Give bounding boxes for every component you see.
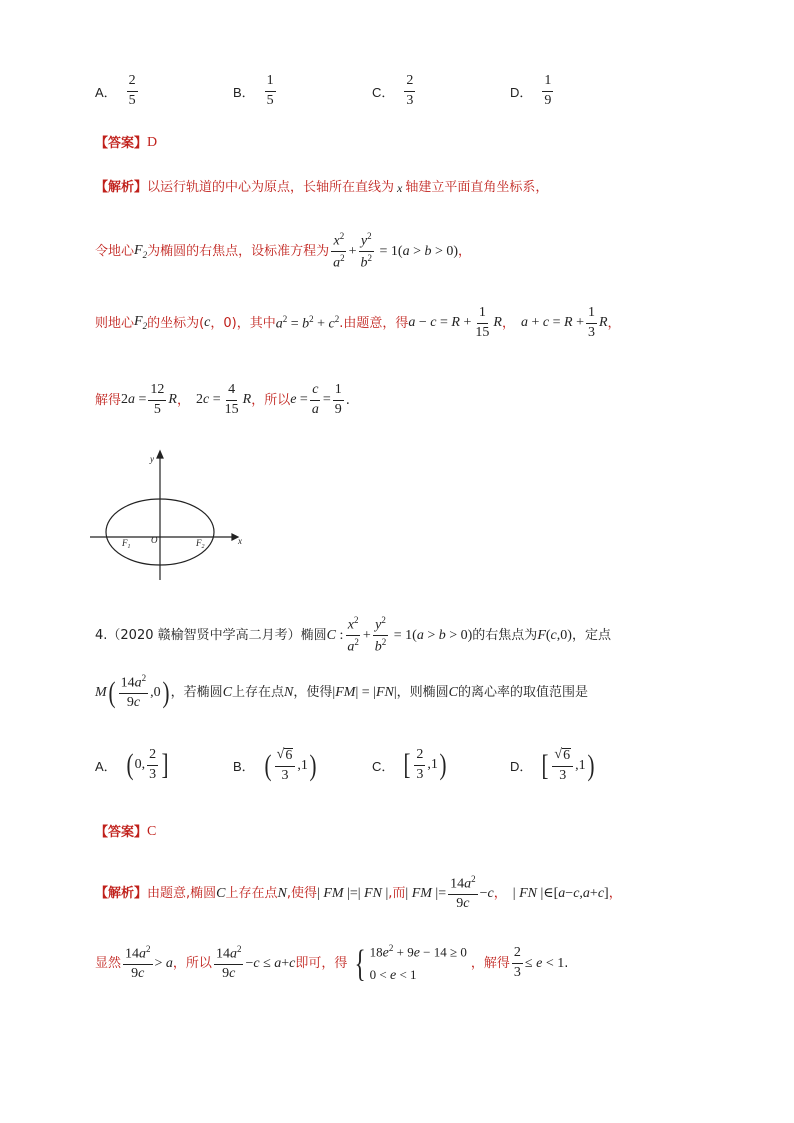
relation: $a^2 = b^2 + c^2$ bbox=[275, 313, 340, 332]
option-label: C． bbox=[372, 758, 395, 774]
focus-f2: $F_2$ bbox=[134, 314, 148, 332]
fraction: $\frac{1}{9}$ bbox=[544, 73, 552, 108]
text: ，解得 bbox=[470, 956, 510, 972]
answer-tag: 【答案】 bbox=[95, 824, 148, 840]
option-label: B． bbox=[233, 759, 255, 775]
option-label: C． bbox=[372, 84, 395, 100]
equation-2: a + c = R + $\frac{1}{3}$ R bbox=[520, 305, 608, 340]
q4-option-a: A． ( 0, $\frac{2}{3}$ ] bbox=[95, 747, 169, 782]
fn-range: | FN |∈[a−c,a+c] bbox=[512, 885, 609, 901]
text: ， bbox=[607, 315, 621, 331]
q4-option-c: C． [ $\frac{2}{3}$ ,1 ) bbox=[372, 747, 447, 782]
option-label: B． bbox=[233, 84, 255, 100]
text: . bbox=[345, 392, 350, 408]
answer-tag: 【答案】 bbox=[95, 135, 148, 151]
focus-f2: $F_2$ bbox=[134, 242, 148, 260]
ellipse-equation: $\frac{x^2}{a^2}$ + $\frac{y^2}{b^2}$ = 1(a > b > 0) bbox=[347, 615, 473, 655]
q3-analysis-line2 bbox=[95, 232, 471, 272]
analysis-tag: 【解析】 bbox=[95, 180, 148, 195]
q4-analysis-line1: 【解析】 由题意,椭圆 C 上存在点 N ,使得 | FM |=| FN | ,而 | FM |= $\frac{14a^2}{9c}$ −c ， | FN |∈[a−c,a+c] ， bbox=[95, 874, 622, 912]
condition: |FM| = |FN| bbox=[332, 684, 397, 700]
text: ， bbox=[458, 244, 472, 260]
figure-axes bbox=[90, 451, 238, 580]
result-2c: 2c = $\frac{4}{15}$ R bbox=[196, 382, 252, 417]
q4-stem-line2: M ( $\frac{14a^2}{9c}$ ,0 ) ，若椭圆 C 上存在点 N ，使得 |FM| = |FN| ，则椭圆 C 的离心率的取值范围是 bbox=[95, 673, 589, 711]
text: 4.（2020 赣榆智贤中学高二月考）椭圆 bbox=[95, 628, 327, 644]
q4-option-d: D． [ √ 6 3 ,1 ) bbox=[510, 747, 595, 783]
text: 上存在点 bbox=[225, 886, 278, 902]
fraction: $\frac{2}{3}$ bbox=[406, 73, 414, 108]
text: .由题意，得 bbox=[339, 315, 409, 331]
y-axis-arrow bbox=[157, 451, 163, 458]
q3-analysis-line1 bbox=[95, 181, 548, 194]
q4-analysis-line2 bbox=[95, 944, 568, 983]
answer-value: D bbox=[147, 135, 158, 150]
option-label: A． bbox=[95, 84, 117, 100]
analysis-tag: 【解析】 bbox=[95, 886, 148, 902]
y-axis-label: y bbox=[150, 454, 154, 464]
result-e: e = $\frac{c}{a}$ = $\frac{1}{9}$ bbox=[290, 382, 342, 417]
text: 以运行轨道的中心为原点，长轴所在直线为 bbox=[147, 180, 395, 195]
text: ，0)，其中 bbox=[210, 315, 276, 331]
q3-option-c bbox=[372, 74, 417, 108]
option-label: D． bbox=[510, 84, 533, 100]
q3-answer bbox=[95, 136, 157, 150]
text: 显然 bbox=[95, 956, 122, 972]
q3-analysis-line4 bbox=[95, 383, 350, 417]
text: 的离心率的取值范围是 bbox=[458, 685, 589, 701]
q3-option-a bbox=[95, 74, 140, 108]
f1-label: $F_1$ bbox=[122, 538, 131, 550]
q3-analysis-line3: 则地心 $F_2$ 的坐标为( c ，0)，其中 $a^2 = b^2 + c^2$ .由题意，得 a − c = R + $\frac{1}{15}$ R ， a + c = R + $\frac{1}{3}$ R ， bbox=[95, 305, 621, 340]
q4-stem-line1: 4.（2020 赣榆智贤中学高二月考）椭圆 C : $\frac{x^2}{a^2}$ + $\frac{y^2}{b^2}$ = 1(a > b > 0) 的右焦点为 F(c,0) ，定点 bbox=[95, 615, 611, 655]
inequality-1: $\frac{14a^2}{9c}$ > a bbox=[125, 944, 173, 982]
point-f: F(c,0) bbox=[537, 627, 572, 643]
text: ， bbox=[608, 886, 622, 902]
inequality-2: $\frac{14a^2}{9c}$ −c ≤ a+c bbox=[215, 944, 296, 982]
text: 上存在点 bbox=[232, 685, 285, 701]
q3-option-d bbox=[510, 74, 555, 108]
origin-label: O bbox=[151, 535, 158, 545]
answer-value: C bbox=[147, 824, 157, 839]
result-2a: 2a = $\frac{12}{5}$ R bbox=[121, 382, 177, 417]
text: 即可，得 bbox=[295, 956, 348, 972]
text: ,而 bbox=[388, 886, 406, 902]
text: ，所以 bbox=[251, 392, 291, 408]
var-x: x bbox=[397, 180, 403, 195]
text: ， bbox=[176, 392, 190, 408]
option-label: D． bbox=[510, 759, 533, 775]
ellipse-equation: $\frac{x^2}{a^2}$ + $\frac{y^2}{b^2}$ = 1(a > b > 0) bbox=[333, 231, 459, 271]
f2-label: $F_2$ bbox=[196, 538, 205, 550]
text: 解得 bbox=[95, 392, 122, 408]
q3-option-b bbox=[233, 74, 278, 108]
text: . bbox=[564, 956, 569, 972]
final-range: $\frac{2}{3}$ ≤ e < 1 bbox=[513, 945, 565, 981]
text: ， bbox=[493, 886, 507, 902]
text: ， bbox=[501, 315, 515, 331]
fraction: $\frac{1}{5}$ bbox=[266, 73, 274, 108]
text: 轴建立平面直角坐标系， bbox=[405, 180, 549, 195]
text: ，使得 bbox=[293, 685, 333, 701]
text: ，所以 bbox=[172, 956, 212, 972]
inequality-system: { $18e^2 + 9e - 14 \ge 0$ 0 < e < 1 bbox=[355, 942, 467, 985]
fm-expression: | FM |= $\frac{14a^2}{9c}$ −c bbox=[405, 874, 494, 912]
text: ，若椭圆 bbox=[170, 685, 223, 701]
text: ，则椭圆 bbox=[396, 685, 449, 701]
text: ,使得 bbox=[286, 886, 317, 902]
x-axis-label: x bbox=[238, 536, 242, 546]
text: 则地心 bbox=[95, 315, 135, 331]
text: 令地心 bbox=[95, 244, 135, 260]
option-label: A． bbox=[95, 758, 117, 774]
q4-option-b: B． ( √ 6 3 ,1 ) bbox=[233, 747, 317, 783]
text: 的右焦点为 bbox=[472, 628, 538, 644]
ellipse-figure bbox=[90, 448, 260, 588]
q4-answer bbox=[95, 825, 156, 839]
text: 的坐标为( bbox=[147, 315, 205, 331]
text: ，定点 bbox=[571, 628, 611, 644]
point-m: M ( $\frac{14a^2}{9c}$ ,0 ) bbox=[95, 673, 170, 711]
text: 由题意,椭圆 bbox=[147, 886, 217, 902]
text: 为椭圆的右焦点，设标准方程为 bbox=[147, 244, 330, 260]
equation-1: a − c = R + $\frac{1}{15}$ R bbox=[408, 305, 502, 340]
fraction: $\frac{2}{5}$ bbox=[128, 73, 136, 108]
